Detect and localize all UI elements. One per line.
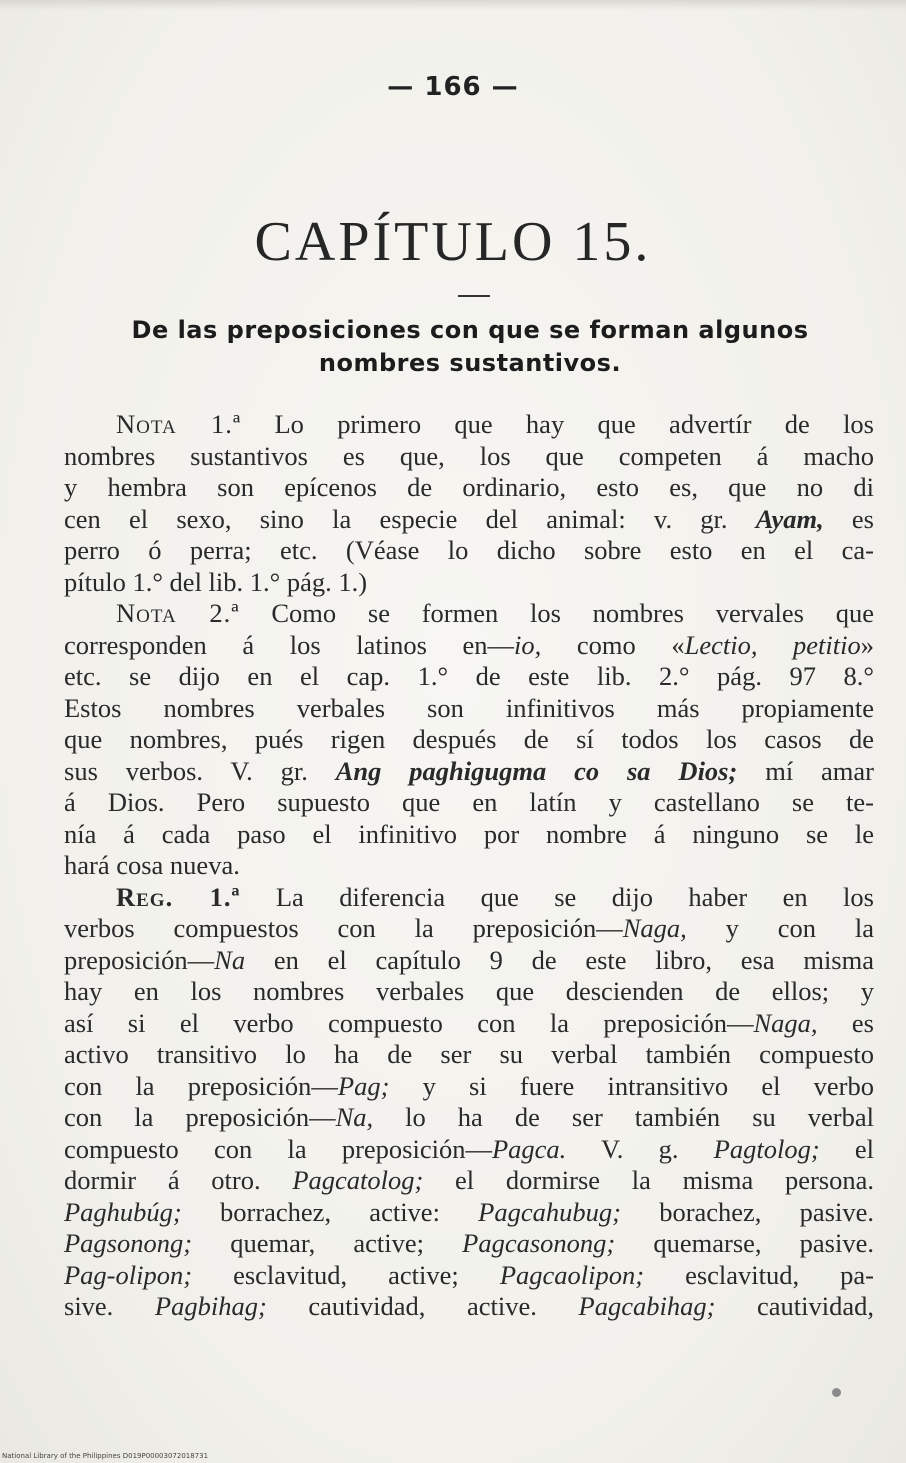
text-line: cen el sexo, sino la especie del animal: v. gr. Ayam, es: [64, 503, 874, 534]
text-line: nombres sustantivos es que, los que competen á macho: [64, 440, 874, 471]
text-line: sus verbos. V. gr. Ang paghigugma co sa Dios; mí amar: [64, 755, 875, 786]
text-line: dormir á otro. Pagcatolog; el dormirse la misma persona.: [64, 1165, 875, 1195]
text-line: Reg. 1.ª La diferencia que se dijo haber en los: [116, 881, 874, 912]
text-line: corresponden á los latinos en—io, como «Lectio, petitio»: [64, 629, 874, 660]
text-line: con la preposición—Pag; y si fuere intransitivo el verbo: [64, 1070, 874, 1101]
text-line: Nota 1.ª Lo primero que hay que advertír de los: [116, 409, 874, 439]
body-text: [64, 409, 874, 1323]
text-line: activo transitivo lo ha de ser su verbal también compuesto: [64, 1039, 874, 1069]
text-line: Pagsonong; quemar, active; Pagcasonong; quemarse, pasive.: [64, 1228, 874, 1258]
text-line: perro ó perra; etc. (Véase lo dicho sobre esto en el ca-: [64, 535, 874, 565]
text-line: etc. se dijo en el cap. 1.° de este lib. 2.° pág. 97 8.°: [64, 661, 874, 691]
page-number: — 166 —: [387, 72, 519, 102]
page-edge-shadow: [0, 0, 906, 10]
text-line: hay en los nombres verbales que descienden de ellos; y: [64, 976, 874, 1006]
ink-spot: [832, 1388, 841, 1397]
subtitle-line-1: De las preposiciones con que se forman algunos: [131, 316, 809, 344]
text-line: preposición—Na en el capítulo 9 de este libro, esa misma: [64, 944, 874, 975]
text-line: Estos nombres verbales son infinitivos más propiamente: [64, 692, 874, 723]
text-line: nía á cada paso el infinitivo por nombre á ninguno se le: [64, 818, 874, 849]
text-line: pítulo 1.° del lib. 1.° pág. 1.): [64, 566, 368, 597]
text-line: así si el verbo compuesto con la preposición—Naga, es: [64, 1007, 874, 1038]
text-line: á Dios. Pero supuesto que en latín y castellano se te-: [64, 787, 874, 817]
text-line: hará cosa nueva.: [64, 850, 240, 880]
text-line: compuesto con la preposición—Pagca. V. g. Pagtolog; el: [64, 1133, 875, 1164]
footer-credit: National Library of the Philippines D019P00003072018731: [2, 1452, 209, 1460]
text-line: que nombres, pués rigen después de sí todos los casos de: [64, 724, 874, 754]
title-divider: [458, 295, 490, 297]
text-line: verbos compuestos con la preposición—Naga, y con la: [64, 913, 875, 943]
subtitle-line-2: nombres sustantivos.: [318, 349, 622, 377]
text-line: Nota 2.ª Como se formen los nombres vervales que: [116, 598, 874, 628]
text-line: sive. Pagbihag; cautividad, active. Pagcabihag; cautividad,: [64, 1291, 875, 1321]
text-line: y hembra son epícenos de ordinario, esto es, que no di: [64, 472, 874, 502]
text-line: Pag-olipon; esclavitud, active; Pagcaolipon; esclavitud, pa-: [64, 1259, 874, 1290]
text-line: Paghubúg; borrachez, active: Pagcahubug; borachez, pasive.: [64, 1196, 874, 1227]
chapter-subtitle: [64, 314, 876, 380]
chapter-title: CAPÍTULO 15.: [254, 211, 652, 273]
text-line: con la preposición—Na, lo ha de ser también su verbal: [64, 1102, 874, 1132]
